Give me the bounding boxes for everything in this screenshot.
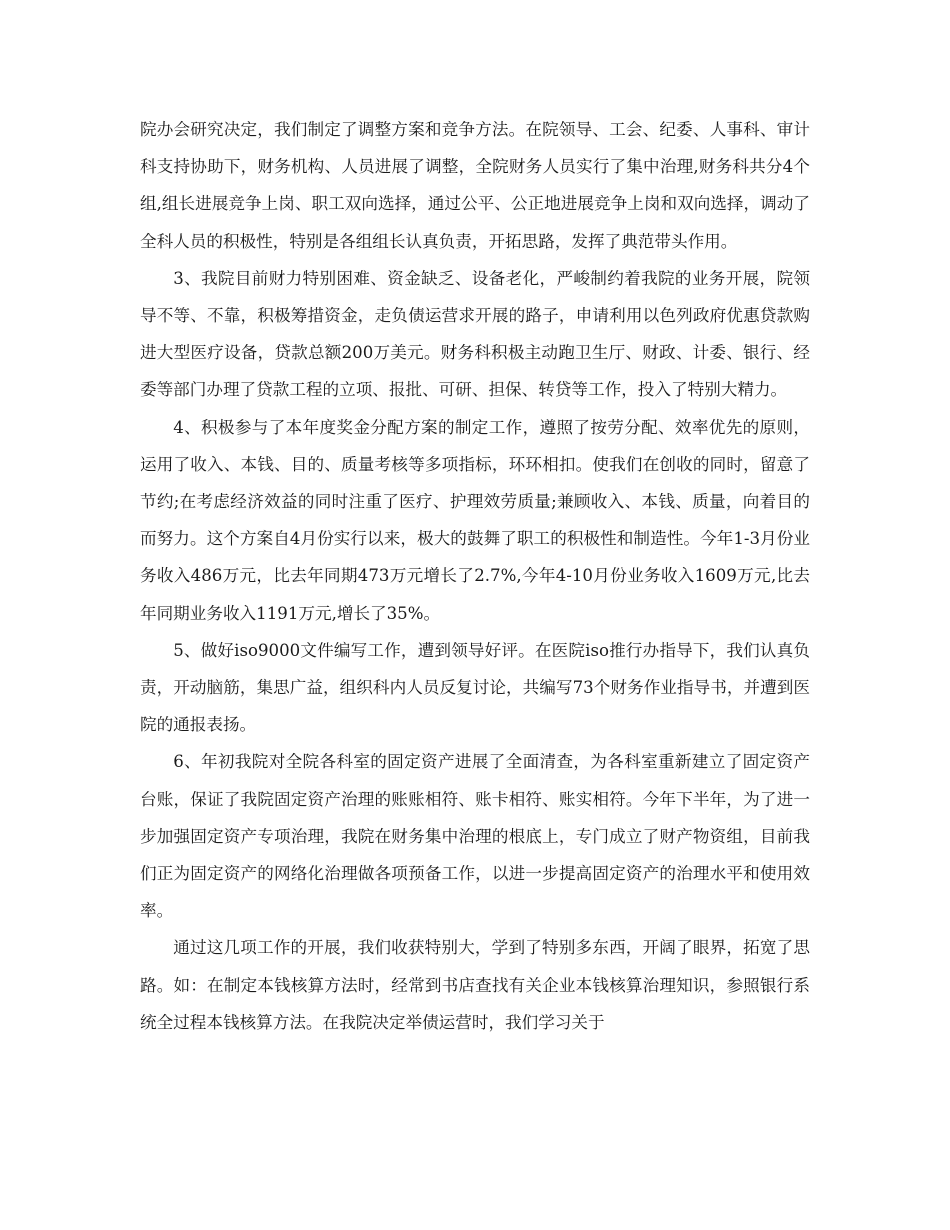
paragraph-item-5: 5、做好iso9000文件编写工作，遭到领导好评。在医院iso推行办指导下，我们认真负责，开动脑筋，集思广益，组织科内人员反复讨论，共编写73个财务作业指导书，并遭到医院的通报表扬。: [140, 640, 810, 735]
paragraph-item-4: 4、积极参与了本年度奖金分配方案的制定工作，遵照了按劳分配、效率优先的原则，运用了收入、本钱、目的、质量考核等多项指标，环环相扣。使我们在创收的同时，留意了节约;在考虑经济效益的同时注重了医疗、护理效劳质量;兼顾收入、本钱、质量，向着目的而努力。这个方案自4月份实行以来，极大的鼓舞了职工的积极性和制造性。今年1-3月份业务收入486万元，比去年同期473万元增长了2.7%,今年4-10月份业务收入1609万元,比去年同期业务收入1191万元,增长了35%。: [140, 417, 810, 623]
paragraph-item-6: 6、年初我院对全院各科室的固定资产进展了全面清查，为各科室重新建立了固定资产台账，保证了我院固定资产治理的账账相符、账卡相符、账实相符。今年下半年，为了进一步加强固定资产专项治理，我院在财务集中治理的根底上，专门成立了财产物资组，目前我们正为固定资产的网络化治理做各项预备工作，以进一步提高固定资产的治理水平和使用效率。: [140, 752, 810, 921]
document-body: [140, 111, 810, 1041]
paragraph-summary: 通过这几项工作的开展，我们收获特别大，学到了特别多东西，开阔了眼界，拓宽了思路。如：在制定本钱核算方法时，经常到书店查找有关企业本钱核算治理知识，参照银行系统全过程本钱核算方法。在我院决定举债运营时，我们学习关于: [140, 938, 810, 1032]
paragraph-continuation: 院办会研究决定，我们制定了调整方案和竞争方法。在院领导、工会、纪委、人事科、审计科支持协助下，财务机构、人员进展了调整，全院财务人员实行了集中治理,财务科共分4个组,组长进展竞争上岗、职工双向选择，通过公平、公正地进展竞争上岗和双向选择，调动了全科人员的积极性，特别是各组组长认真负责，开拓思路，发挥了典范带头作用。: [140, 120, 810, 251]
paragraph-item-3: 3、我院目前财力特别困难、资金缺乏、设备老化，严峻制约着我院的业务开展，院领导不等、不靠，积极筹措资金，走负债运营求开展的路子，申请利用以色列政府优惠贷款购进大型医疗设备，贷款总额200万美元。财务科积极主动跑卫生厅、财政、计委、银行、经委等部门办理了贷款工程的立项、报批、可研、担保、转贷等工作，投入了特别大精力。: [140, 268, 810, 400]
